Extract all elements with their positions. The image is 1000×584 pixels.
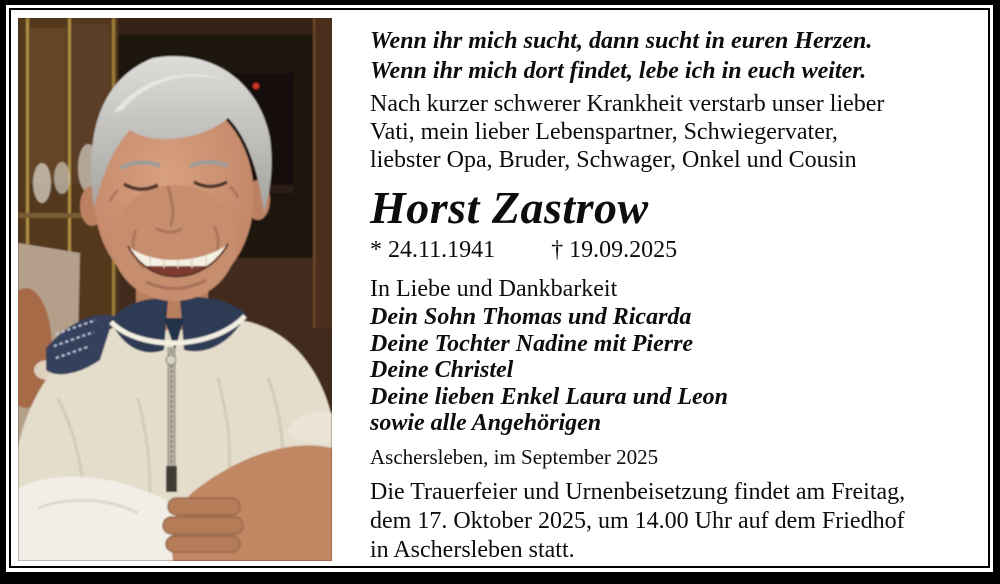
deceased-name: Horst Zastrow — [370, 182, 649, 233]
portrait-photo — [18, 18, 332, 561]
memorial-quote — [370, 26, 872, 86]
portrait-illustration — [18, 18, 332, 561]
mourner-line: Deine Christel — [370, 357, 514, 383]
mourners-list — [370, 304, 728, 437]
mourner-line: Deine Tochter Nadine mit Pierre — [370, 330, 694, 357]
place-date-line: Aschersleben, im September 2025 — [370, 445, 659, 469]
mourner-line: Dein Sohn Thomas und Ricarda — [370, 304, 692, 330]
death-date: † 19.09.2025 — [551, 237, 678, 263]
hand — [163, 498, 243, 552]
mourner-line: sowie alle Angehörigen — [370, 410, 602, 436]
mourner-line: Deine lieben Enkel Laura und Leon — [370, 383, 729, 410]
funeral-info — [370, 478, 905, 565]
intro-line: Nach kurzer schwerer Krankheit verstarb unser lieber — [370, 91, 885, 117]
life-dates — [370, 236, 677, 264]
funeral-line: Die Trauerfeier und Urnenbeisetzung findet am Freitag, — [370, 479, 906, 505]
intro-paragraph — [370, 90, 884, 174]
intro-line: Vati, mein lieber Lebenspartner, Schwiegervater, — [370, 119, 838, 145]
notice-text-column — [370, 0, 960, 584]
intro-line: liebster Opa, Bruder, Schwager, Onkel und Cousin — [370, 147, 857, 173]
funeral-line: dem 17. Oktober 2025, um 14.00 Uhr auf dem Friedhof — [370, 508, 905, 534]
quote-line: Wenn ihr mich sucht, dann sucht in euren Herzen. — [370, 28, 873, 54]
zipper — [166, 348, 177, 492]
funeral-line: in Aschersleben statt. — [370, 537, 575, 563]
birth-date: * 24.11.1941 — [370, 237, 496, 263]
quote-line: Wenn ihr mich dort findet, lebe ich in euch weiter. — [370, 58, 867, 84]
gratitude-line: In Liebe und Dankbarkeit — [370, 276, 618, 302]
